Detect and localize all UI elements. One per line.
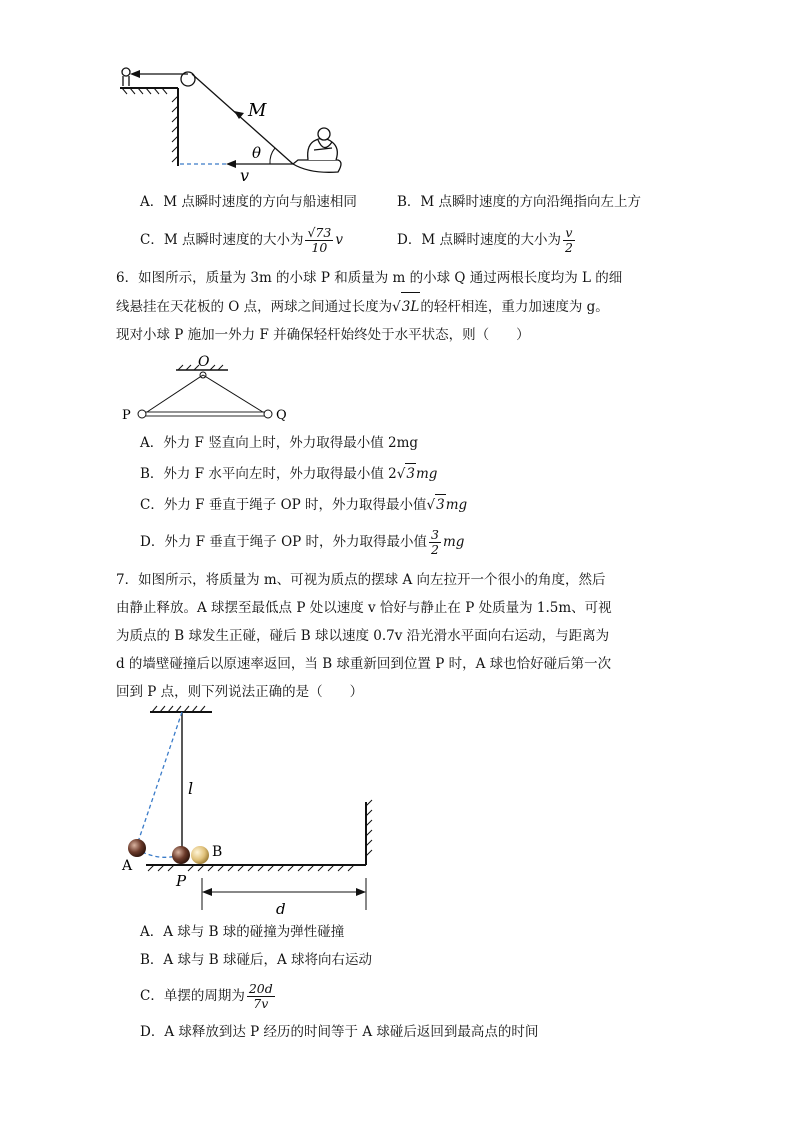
q7-figure (116, 702, 386, 922)
ball-B (191, 846, 209, 864)
q6-figure (116, 350, 306, 426)
ball-A-at-P (172, 846, 190, 864)
q6-option-c[interactable]: C．外力 F 垂直于绳子 OP 时，外力取得最小值√3mg (140, 494, 467, 515)
q6-option-a[interactable]: A．外力 F 竖直向上时，外力取得最小值 2mg (140, 435, 419, 451)
ball-A-initial (128, 839, 146, 857)
q7-label-d: d (276, 900, 286, 918)
q7-option-a[interactable]: A．A 球与 B 球的碰撞为弹性碰撞 (140, 924, 345, 940)
q6-option-d-fraction: $\frac{3}{2}$ (431, 527, 439, 557)
q5-option-d-text: D．M 点瞬时速度的大小为 (397, 232, 561, 248)
swing-arc (142, 852, 176, 857)
q7-option-d[interactable]: D．A 球释放到达 P 经历的时间等于 A 球碰后返回到最高点的时间 (140, 1024, 539, 1040)
ball-Q (264, 410, 272, 418)
q5-option-b[interactable]: B．M 点瞬时速度的方向沿绳指向左上方 (397, 194, 642, 210)
q7-label-l: l (188, 779, 194, 798)
string-OP (144, 375, 203, 414)
boat-pulley-figure (110, 62, 350, 190)
q6-option-d[interactable]: D．外力 F 垂直于绳子 OP 时，外力取得最小值 $\frac{3}{2}$ mg (140, 527, 465, 557)
rope-pull-arrow (130, 70, 140, 78)
q7-line4: d 的墙壁碰撞后以原速率返回，当 B 球重新回到位置 P 时，A 球也恰好碰后第一次 (116, 656, 612, 672)
q6-label-O: O (198, 354, 210, 370)
point-m-velocity-arrow (234, 111, 244, 119)
q7-line2: 由静止释放。A 球摆至最低点 P 处以速度 v 恰好与静止在 P 处质量为 1.5m、可视 (116, 600, 612, 616)
light-rod (144, 412, 266, 416)
boat (293, 128, 341, 172)
q6-option-b[interactable]: B．外力 F 水平向左时，外力取得最小值 2√3mg (140, 463, 437, 484)
q7-stem (116, 566, 676, 706)
q5-option-c-var: v (335, 232, 343, 248)
q7-option-c[interactable]: C．单摆的周期为 $\frac{20d}{7v}$ (140, 981, 273, 1011)
q6-stem (116, 264, 676, 349)
q7-line5: 回到 P 点，则下列说法正确的是（ ） (116, 684, 364, 700)
q7-label-A: A (122, 858, 133, 874)
q7-line3: 为质点的 B 球发生正碰，碰后 B 球以速度 0.7v 沿光滑水平面向右运动，与距离为 (116, 628, 610, 644)
q5-option-c-fraction: $\frac{√73}{10}$ (307, 225, 332, 255)
label-v: v (240, 166, 250, 185)
string-OQ (203, 375, 266, 414)
q5-option-a[interactable]: A．M 点瞬时速度的方向与船速相同 (140, 194, 357, 210)
q5-option-d-fraction: $\frac{v}{2}$ (564, 225, 573, 255)
q6-label-P: P (122, 408, 131, 423)
q7-label-B: B (212, 844, 223, 860)
q7-label-P: P (176, 872, 187, 890)
q5-option-c-text: C．M 点瞬时速度的大小为 (140, 232, 304, 248)
q6-line2: 线悬挂在天花板的 O 点，两球之间通过长度为√3L的轻杆相连，重力加速度为 g。 (116, 292, 676, 321)
q5-option-c[interactable] (140, 222, 343, 258)
q7-option-b[interactable]: B．A 球与 B 球碰后，A 球将向右运动 (140, 952, 373, 968)
boat-velocity-arrow (226, 160, 236, 168)
q7-line1: 7．如图所示，将质量为 m、可视为质点的摆球 A 向左拉开一个很小的角度，然后 (116, 572, 606, 588)
q6-sqrt: √3L (392, 299, 420, 315)
rope-slanted (192, 74, 293, 164)
displaced-string (138, 712, 182, 842)
angle-arc (270, 148, 275, 164)
label-M: M (248, 100, 267, 121)
label-theta: θ (252, 144, 262, 162)
q6-line3: 现对小球 P 施加一外力 F 并确保轻杆始终处于水平状态，则（ ） (116, 327, 530, 343)
anchor-ring (122, 68, 130, 76)
q6-label-Q: Q (276, 408, 287, 423)
q6-line1: 6．如图所示，质量为 3m 的小球 P 和质量为 m 的小球 Q 通过两根长度均为 L 的细 (116, 270, 623, 286)
ball-P (138, 410, 146, 418)
q5-option-d[interactable] (397, 222, 577, 258)
q7-option-c-fraction: $\frac{20d}{7v}$ (248, 981, 273, 1011)
